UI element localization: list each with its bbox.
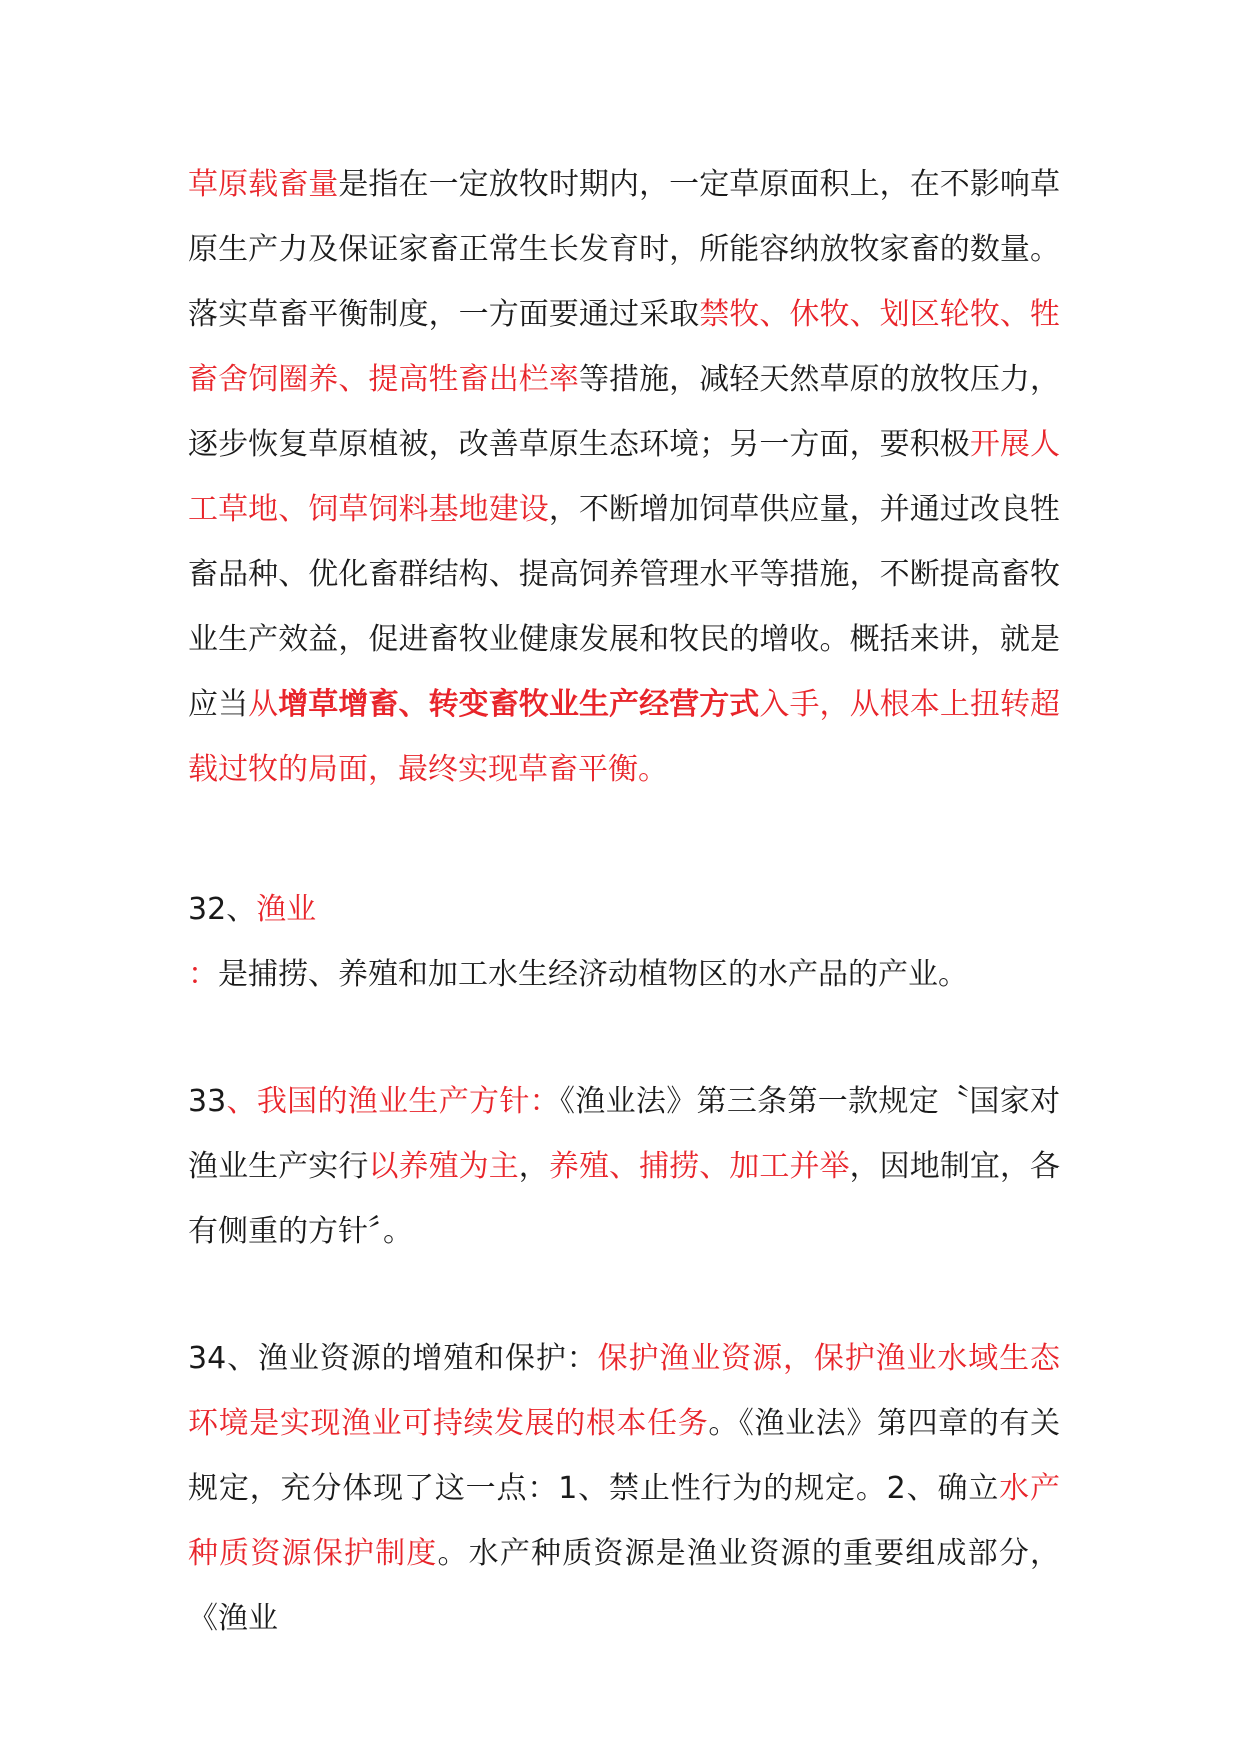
- term-grassland-capacity: 草原载畜量: [188, 167, 339, 202]
- colon-mark: ：: [188, 957, 218, 992]
- term-fishery: 渔业: [256, 892, 317, 927]
- document-body: [188, 152, 1060, 1651]
- definition-text: 是捕捞、养殖和加工水生经济动植物区的水产品的产业。: [218, 957, 968, 992]
- highlight-combined: 养殖、捕捞、加工并举: [548, 1149, 850, 1184]
- paragraph-33: [188, 1069, 1060, 1264]
- text-segment: ，因地制宜，各有侧重的方针〞。: [188, 1149, 1061, 1249]
- text-segment: 、确立: [905, 1471, 1000, 1506]
- separator: 、: [226, 892, 257, 927]
- text-segment: 、禁止性行为的规定。: [577, 1471, 887, 1506]
- highlight-fundamental-task: 保护渔业资源，保护渔业水域生态环境是实现渔业可持续发展的根本任务: [188, 1341, 1061, 1441]
- paragraph-grassland-capacity: [188, 152, 1060, 802]
- highlight-germplasm-system: 水产种质资源保护制度: [188, 1471, 1061, 1571]
- highlight-conclusion: 入手，从根本上扭转超载过牧的局面，最终实现草畜平衡。: [188, 687, 1061, 787]
- text-segment: 是指在一定放牧时期内，一定草原面积上，在不影响草原生产力及保证家畜正常生长发育时，所能容纳放牧家畜的数量。落实草畜平衡制度，一方面要通过采取: [188, 167, 1061, 332]
- highlight-from: 从: [248, 687, 279, 722]
- highlight-bold-strategy: 增草增畜、转变畜牧业生产经营方式: [278, 687, 760, 722]
- item-number-34: 34: [188, 1341, 227, 1376]
- text-segment: ，不断增加饲草供应量，并通过改良牲畜品种、优化畜群结构、提高饲养管理水平等措施，不断提高畜牧业生产效益，促进畜牧业健康发展和牧民的增收。概括来讲，就是应当: [188, 492, 1061, 722]
- heading-resource-protection: 、渔业资源的增殖和保护：: [226, 1341, 598, 1376]
- paragraph-gap: [188, 802, 1060, 877]
- list-number-1: 1: [558, 1471, 578, 1506]
- item-number-32: 32: [188, 892, 227, 927]
- paragraph-gap: [188, 1264, 1060, 1326]
- text-segment: ，: [518, 1149, 549, 1184]
- text-segment: 。《渔业法》第四章的有关规定，充分体现了这一点：: [188, 1406, 1061, 1506]
- highlight-measures: 禁牧、休牧、划区轮牧、牲畜舍饲圈养、提高牲畜出栏率: [188, 297, 1061, 397]
- paragraph-34: [188, 1326, 1060, 1651]
- heading-32: [188, 877, 1060, 942]
- highlight-aquaculture-main: 以养殖为主: [368, 1149, 519, 1184]
- text-segment: 《渔业法》第三条第一款规定〝国家对渔业生产实行: [188, 1084, 1061, 1184]
- list-number-2: 2: [886, 1471, 906, 1506]
- text-segment: 。水产种质资源是渔业资源的重要组成部分，《渔业: [188, 1536, 1061, 1636]
- highlight-construction: 开展人工草地、饲草饲料基地建设: [188, 427, 1061, 527]
- definition-32: [188, 942, 1060, 1007]
- heading-fishery-policy: 、我国的渔业生产方针：: [226, 1084, 560, 1119]
- text-segment: 等措施，减轻天然草原的放牧压力，逐步恢复草原植被，改善草原生态环境；另一方面，要积极: [188, 362, 1061, 462]
- item-number-33: 33: [188, 1084, 227, 1119]
- paragraph-gap: [188, 1007, 1060, 1069]
